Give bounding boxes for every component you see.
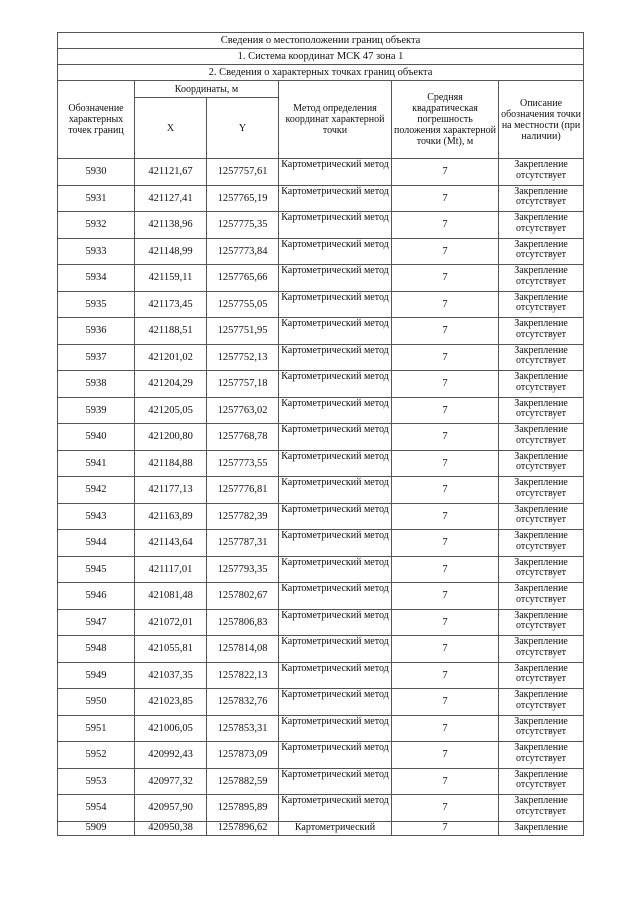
description-cell: Закрепление отсутствует <box>499 689 584 716</box>
point-id-cell: 5933 <box>58 238 135 265</box>
header-coordinates: Координаты, м <box>135 81 279 98</box>
y-coordinate-cell: 1257775,35 <box>207 212 279 239</box>
y-coordinate-cell: 1257755,05 <box>207 291 279 318</box>
error-cell: 7 <box>392 185 499 212</box>
y-coordinate-cell: 1257822,13 <box>207 662 279 689</box>
description-cell: Закрепление отсутствует <box>499 662 584 689</box>
description-cell: Закрепление отсутствует <box>499 318 584 345</box>
table-row <box>58 291 584 318</box>
x-coordinate-cell: 421200,80 <box>135 424 207 451</box>
method-cell: Картометрический метод <box>279 159 392 186</box>
x-coordinate-cell: 421023,85 <box>135 689 207 716</box>
table-row <box>58 159 584 186</box>
description-cell: Закрепление отсутствует <box>499 609 584 636</box>
x-coordinate-cell: 421117,01 <box>135 556 207 583</box>
header-method: Метод определения координат характерной точки <box>279 81 392 159</box>
table-row <box>58 662 584 689</box>
point-id-cell: 5943 <box>58 503 135 530</box>
error-cell: 7 <box>392 159 499 186</box>
description-cell: Закрепление отсутствует <box>499 371 584 398</box>
point-id-cell: 5931 <box>58 185 135 212</box>
y-coordinate-cell: 1257765,66 <box>207 265 279 292</box>
table-row <box>58 768 584 795</box>
description-cell: Закрепление отсутствует <box>499 795 584 822</box>
method-cell: Картометрический метод <box>279 344 392 371</box>
point-id-cell: 5935 <box>58 291 135 318</box>
method-cell: Картометрический метод <box>279 503 392 530</box>
table-row <box>58 609 584 636</box>
method-cell: Картометрический <box>279 821 392 835</box>
description-cell: Закрепление отсутствует <box>499 768 584 795</box>
table-row <box>58 397 584 424</box>
point-id-cell: 5932 <box>58 212 135 239</box>
description-cell: Закрепление отсутствует <box>499 503 584 530</box>
x-coordinate-cell: 421163,89 <box>135 503 207 530</box>
description-cell: Закрепление отсутствует <box>499 397 584 424</box>
x-coordinate-cell: 421037,35 <box>135 662 207 689</box>
description-cell: Закрепление <box>499 821 584 835</box>
table-row <box>58 477 584 504</box>
x-coordinate-cell: 421138,96 <box>135 212 207 239</box>
y-coordinate-cell: 1257757,61 <box>207 159 279 186</box>
header-error: Средняя квадратическая погрешность положения характерной точки (Mt), м <box>392 81 499 159</box>
description-cell: Закрепление отсутствует <box>499 159 584 186</box>
point-id-cell: 5952 <box>58 742 135 769</box>
y-coordinate-cell: 1257853,31 <box>207 715 279 742</box>
error-cell: 7 <box>392 636 499 663</box>
error-cell: 7 <box>392 742 499 769</box>
description-cell: Закрепление отсутствует <box>499 530 584 557</box>
description-cell: Закрепление отсутствует <box>499 212 584 239</box>
method-cell: Картометрический метод <box>279 742 392 769</box>
method-cell: Картометрический метод <box>279 530 392 557</box>
point-id-cell: 5946 <box>58 583 135 610</box>
error-cell: 7 <box>392 265 499 292</box>
document-sheet <box>57 32 583 836</box>
x-coordinate-cell: 421201,02 <box>135 344 207 371</box>
header-y: Y <box>207 98 279 159</box>
y-coordinate-cell: 1257873,09 <box>207 742 279 769</box>
point-id-cell: 5950 <box>58 689 135 716</box>
description-cell: Закрепление отсутствует <box>499 742 584 769</box>
x-coordinate-cell: 421148,99 <box>135 238 207 265</box>
error-cell: 7 <box>392 477 499 504</box>
y-coordinate-cell: 1257896,62 <box>207 821 279 835</box>
method-cell: Картометрический метод <box>279 689 392 716</box>
y-coordinate-cell: 1257768,78 <box>207 424 279 451</box>
x-coordinate-cell: 421072,01 <box>135 609 207 636</box>
points-section-title: 2. Сведения о характерных точках границ объекта <box>58 65 584 81</box>
table-title: Сведения о местоположении границ объекта <box>58 33 584 49</box>
point-id-cell: 5942 <box>58 477 135 504</box>
coordinate-system-title: 1. Система координат МСК 47 зона 1 <box>58 49 584 65</box>
x-coordinate-cell: 421006,05 <box>135 715 207 742</box>
description-cell: Закрепление отсутствует <box>499 715 584 742</box>
error-cell: 7 <box>392 238 499 265</box>
method-cell: Картометрический метод <box>279 583 392 610</box>
point-id-cell: 5953 <box>58 768 135 795</box>
table-row <box>58 821 584 835</box>
header-description: Описание обозначения точки на местности (при наличии) <box>499 81 584 159</box>
method-cell: Картометрический метод <box>279 715 392 742</box>
x-coordinate-cell: 420957,90 <box>135 795 207 822</box>
point-id-cell: 5938 <box>58 371 135 398</box>
table-row <box>58 212 584 239</box>
error-cell: 7 <box>392 583 499 610</box>
point-id-cell: 5949 <box>58 662 135 689</box>
table-row <box>58 371 584 398</box>
method-cell: Картометрический метод <box>279 212 392 239</box>
x-coordinate-cell: 421159,11 <box>135 265 207 292</box>
point-id-cell: 5947 <box>58 609 135 636</box>
x-coordinate-cell: 421143,64 <box>135 530 207 557</box>
description-cell: Закрепление отсутствует <box>499 265 584 292</box>
point-id-cell: 5945 <box>58 556 135 583</box>
y-coordinate-cell: 1257787,31 <box>207 530 279 557</box>
error-cell: 7 <box>392 662 499 689</box>
y-coordinate-cell: 1257793,35 <box>207 556 279 583</box>
description-cell: Закрепление отсутствует <box>499 583 584 610</box>
method-cell: Картометрический метод <box>279 185 392 212</box>
x-coordinate-cell: 421121,67 <box>135 159 207 186</box>
y-coordinate-cell: 1257773,55 <box>207 450 279 477</box>
x-coordinate-cell: 421177,13 <box>135 477 207 504</box>
table-row <box>58 715 584 742</box>
header-x: X <box>135 98 207 159</box>
table-row <box>58 265 584 292</box>
method-cell: Картометрический метод <box>279 424 392 451</box>
x-coordinate-cell: 421204,29 <box>135 371 207 398</box>
point-id-cell: 5939 <box>58 397 135 424</box>
x-coordinate-cell: 420977,32 <box>135 768 207 795</box>
y-coordinate-cell: 1257802,67 <box>207 583 279 610</box>
error-cell: 7 <box>392 821 499 835</box>
table-body <box>58 159 584 836</box>
error-cell: 7 <box>392 715 499 742</box>
x-coordinate-cell: 421081,48 <box>135 583 207 610</box>
method-cell: Картометрический метод <box>279 238 392 265</box>
point-id-cell: 5936 <box>58 318 135 345</box>
description-cell: Закрепление отсутствует <box>499 477 584 504</box>
table-row <box>58 795 584 822</box>
error-cell: 7 <box>392 503 499 530</box>
table-row <box>58 344 584 371</box>
method-cell: Картометрический метод <box>279 371 392 398</box>
table-row <box>58 530 584 557</box>
table-row <box>58 238 584 265</box>
method-cell: Картометрический метод <box>279 609 392 636</box>
x-coordinate-cell: 420950,38 <box>135 821 207 835</box>
error-cell: 7 <box>392 291 499 318</box>
method-cell: Картометрический метод <box>279 265 392 292</box>
error-cell: 7 <box>392 450 499 477</box>
table-row <box>58 742 584 769</box>
method-cell: Картометрический метод <box>279 795 392 822</box>
point-id-cell: 5951 <box>58 715 135 742</box>
table-row <box>58 318 584 345</box>
method-cell: Картометрический метод <box>279 768 392 795</box>
method-cell: Картометрический метод <box>279 477 392 504</box>
point-id-cell: 5930 <box>58 159 135 186</box>
method-cell: Картометрический метод <box>279 397 392 424</box>
description-cell: Закрепление отсутствует <box>499 291 584 318</box>
table-row <box>58 583 584 610</box>
error-cell: 7 <box>392 397 499 424</box>
method-cell: Картометрический метод <box>279 450 392 477</box>
table-row <box>58 450 584 477</box>
description-cell: Закрепление отсутствует <box>499 185 584 212</box>
error-cell: 7 <box>392 371 499 398</box>
error-cell: 7 <box>392 212 499 239</box>
y-coordinate-cell: 1257763,02 <box>207 397 279 424</box>
table-row <box>58 689 584 716</box>
boundary-points-table <box>57 32 584 836</box>
y-coordinate-cell: 1257751,95 <box>207 318 279 345</box>
point-id-cell: 5944 <box>58 530 135 557</box>
y-coordinate-cell: 1257752,13 <box>207 344 279 371</box>
y-coordinate-cell: 1257757,18 <box>207 371 279 398</box>
point-id-cell: 5940 <box>58 424 135 451</box>
table-row <box>58 503 584 530</box>
point-id-cell: 5941 <box>58 450 135 477</box>
method-cell: Картометрический метод <box>279 318 392 345</box>
error-cell: 7 <box>392 530 499 557</box>
error-cell: 7 <box>392 609 499 636</box>
point-id-cell: 5909 <box>58 821 135 835</box>
point-id-cell: 5937 <box>58 344 135 371</box>
table-row <box>58 424 584 451</box>
y-coordinate-cell: 1257814,08 <box>207 636 279 663</box>
x-coordinate-cell: 421188,51 <box>135 318 207 345</box>
table-row <box>58 556 584 583</box>
error-cell: 7 <box>392 344 499 371</box>
point-id-cell: 5948 <box>58 636 135 663</box>
header-point-id: Обозначение характерных точек границ <box>58 81 135 159</box>
description-cell: Закрепление отсутствует <box>499 424 584 451</box>
method-cell: Картометрический метод <box>279 636 392 663</box>
method-cell: Картометрический метод <box>279 291 392 318</box>
table-row <box>58 185 584 212</box>
method-cell: Картометрический метод <box>279 662 392 689</box>
x-coordinate-cell: 421173,45 <box>135 291 207 318</box>
y-coordinate-cell: 1257765,19 <box>207 185 279 212</box>
error-cell: 7 <box>392 556 499 583</box>
error-cell: 7 <box>392 768 499 795</box>
x-coordinate-cell: 421127,41 <box>135 185 207 212</box>
description-cell: Закрепление отсутствует <box>499 450 584 477</box>
y-coordinate-cell: 1257832,76 <box>207 689 279 716</box>
x-coordinate-cell: 421055,81 <box>135 636 207 663</box>
y-coordinate-cell: 1257773,84 <box>207 238 279 265</box>
point-id-cell: 5954 <box>58 795 135 822</box>
point-id-cell: 5934 <box>58 265 135 292</box>
table-row <box>58 636 584 663</box>
y-coordinate-cell: 1257895,89 <box>207 795 279 822</box>
y-coordinate-cell: 1257806,83 <box>207 609 279 636</box>
description-cell: Закрепление отсутствует <box>499 238 584 265</box>
y-coordinate-cell: 1257882,59 <box>207 768 279 795</box>
error-cell: 7 <box>392 424 499 451</box>
error-cell: 7 <box>392 795 499 822</box>
y-coordinate-cell: 1257776,81 <box>207 477 279 504</box>
description-cell: Закрепление отсутствует <box>499 556 584 583</box>
x-coordinate-cell: 421205,05 <box>135 397 207 424</box>
y-coordinate-cell: 1257782,39 <box>207 503 279 530</box>
error-cell: 7 <box>392 689 499 716</box>
method-cell: Картометрический метод <box>279 556 392 583</box>
error-cell: 7 <box>392 318 499 345</box>
description-cell: Закрепление отсутствует <box>499 636 584 663</box>
description-cell: Закрепление отсутствует <box>499 344 584 371</box>
x-coordinate-cell: 421184,88 <box>135 450 207 477</box>
x-coordinate-cell: 420992,43 <box>135 742 207 769</box>
